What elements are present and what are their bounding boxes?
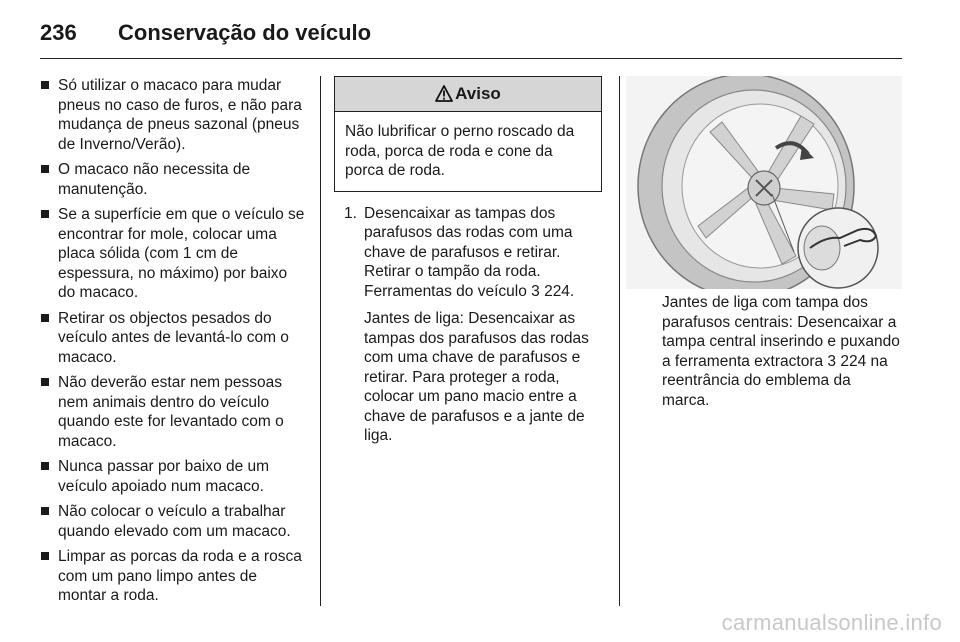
- warning-box: [334, 76, 602, 192]
- step-note: Jantes de liga: Desencaixar as tampas dos parafusos das rodas com uma chave de parafusos e retirar. Para proteger a roda, colocar um pano macio entre a chave de parafusos e a jante de liga.: [364, 310, 589, 444]
- list-item-text: Só utilizar o macaco para mudar pneus no caso de furos, e não para mudança de pneus sazonal (pneus de Inverno/Verão).: [58, 77, 302, 153]
- list-item: [40, 457, 306, 496]
- right-column: [626, 76, 902, 410]
- page-reference: 3 224.: [531, 282, 575, 300]
- page-reference: 3 224: [827, 352, 867, 370]
- list-item-text: Limpar as porcas da roda e a rosca com um pano limpo antes de montar a roda.: [58, 548, 302, 604]
- column-divider: [320, 76, 321, 606]
- list-item: [40, 547, 306, 606]
- step-number: 1.: [344, 204, 357, 222]
- caption-text: Jantes de liga com tampa dos parafusos centrais: Desencaixar a tampa central inserindo e puxando a ferramenta extractora: [662, 294, 900, 370]
- wheel-illustration: [626, 76, 902, 289]
- step-text: Desencaixar as tampas dos parafusos das rodas com uma chave de parafusos e retirar. Retirar o tampão da roda. Ferramentas do veículo: [364, 204, 573, 300]
- bullet-square-icon: [41, 81, 49, 89]
- warning-title: Aviso: [455, 84, 501, 103]
- bullet-square-icon: [41, 552, 49, 560]
- warning-header: [335, 77, 601, 112]
- left-column: [40, 76, 306, 612]
- column-divider: [619, 76, 620, 606]
- bullet-square-icon: [41, 210, 49, 218]
- list-item: [40, 160, 306, 199]
- list-item-text: Não colocar o veículo a trabalhar quando elevado com um macaco.: [58, 503, 291, 540]
- bullet-list: [40, 76, 306, 606]
- list-item-text: O macaco não necessita de manutenção.: [58, 161, 251, 198]
- middle-column: [334, 76, 602, 454]
- warning-body: Não lubrificar o perno roscado da roda, porca de roda e cone da porca de roda.: [345, 123, 575, 179]
- list-item: [40, 373, 306, 451]
- bullet-square-icon: [41, 462, 49, 470]
- step-text-paragraph: [364, 204, 602, 302]
- bullet-square-icon: [41, 378, 49, 386]
- list-item-text: Nunca passar por baixo de um veículo apoiado num macaco.: [58, 458, 270, 495]
- step-list: [334, 204, 602, 446]
- page-header: [40, 16, 902, 59]
- list-item: [40, 76, 306, 154]
- list-item: [40, 309, 306, 368]
- step-item: [334, 204, 602, 446]
- list-item-text: Não deverão estar nem pessoas nem animais dentro do veículo quando este for levantado com o macaco.: [58, 374, 284, 450]
- watermark: carmanualsonline.info: [721, 610, 942, 635]
- warning-triangle-icon: [435, 80, 453, 114]
- page-number: 236: [40, 20, 77, 45]
- list-item-text: Retirar os objectos pesados do veículo antes de levantá-lo com o macaco.: [58, 309, 289, 366]
- list-item: [40, 502, 306, 541]
- figure-caption: [626, 293, 902, 410]
- caption-text-end: na reentrância do emblema da marca.: [662, 352, 888, 409]
- list-item: [40, 205, 306, 303]
- list-item-text: Se a superfície em que o veículo se encontrar for mole, colocar uma placa sólida (com 1 cm de espessura, no máximo) por baixo do macaco.: [58, 206, 305, 301]
- page-title: Conservação do veículo: [118, 20, 372, 45]
- bullet-square-icon: [41, 314, 49, 322]
- bullet-square-icon: [41, 507, 49, 515]
- bullet-square-icon: [41, 165, 49, 173]
